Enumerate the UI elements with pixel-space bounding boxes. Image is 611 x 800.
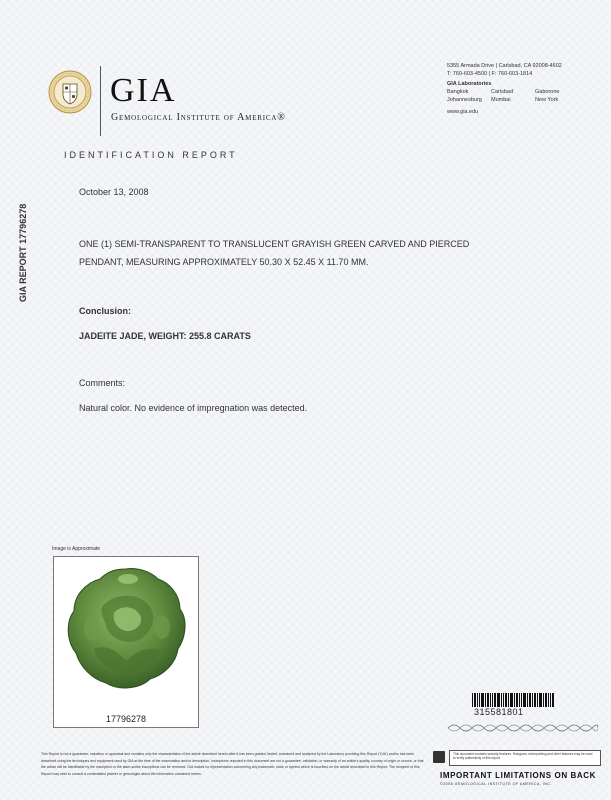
important-limitations: IMPORTANT LIMITATIONS ON BACK [440, 771, 597, 780]
address: 5355 Armada Drive | Carlsbad, CA 92008-4602 [447, 63, 562, 69]
security-features-box [433, 750, 599, 764]
lab-city: Gaborone [535, 89, 560, 95]
lab-city: Johannesburg [447, 97, 482, 103]
description-line-1: ONE (1) SEMI-TRANSPARENT TO TRANSLUCENT GRAYISH GREEN CARVED AND PIERCED [79, 239, 470, 249]
gia-logo-text: GIA [110, 72, 177, 109]
gia-seal-icon [48, 70, 92, 114]
hologram-icon [433, 751, 445, 763]
lab-city: Carlsbad [491, 89, 514, 95]
jade-pendant-image [54, 557, 198, 707]
lab-city: Mumbai [491, 97, 511, 103]
lab-city: New York [535, 97, 559, 103]
comments-value: Natural color. No evidence of impregnation was detected. [79, 403, 308, 413]
labs-heading: GIA Laboratories [447, 81, 492, 87]
gia-logo-subtitle: Gemological Institute of America® [111, 112, 286, 123]
labs-list [447, 88, 597, 104]
guilloche-border-icon [448, 722, 598, 734]
disclaimer-text: This Report is not a guarantee, valuation or appraisal and contains only the characteristics of the article described herein after it has been graded, tested, examined and analyzed by the Laboratory providing this Report ('GIA') and/or has been described using the techniques and equipment used by GIA at the time of the examination and/or description. Inscriptions reported in this document are not a guarantee, validation, or warranty of an article's quality, country of origin or source, or that the article will be identifiable by the inscription or the laser-scribe inscriptions can be removed. GIA makes no representation concerning any trademark, mark or symbol which is inscribed on the article described in this Report. The recipient of this Report may wish to consult a credentialed jeweler or gemologist about the information contained herein. [41, 752, 424, 776]
security-text: This document contains security features. Hologram, microprinting and other features may be used to verify authenticity of this report. [453, 752, 593, 760]
description-line-2: PENDANT, MEASURING APPROXIMATELY 50.30 X 52.45 X 11.70 MM. [79, 257, 369, 267]
barcode-number: 315581801 [474, 707, 524, 717]
comments-label: Comments: [79, 378, 126, 388]
report-number-side-label: GIA REPORT 17796278 [18, 203, 28, 302]
jade-photo-frame [53, 556, 199, 728]
photo-report-number: 17796278 [105, 714, 147, 724]
copyright: ©2008 GEMOLOGICAL INSTITUTE OF AMERICA, INC. [440, 782, 552, 786]
security-text-box [449, 750, 601, 766]
report-date: October 13, 2008 [79, 187, 149, 197]
conclusion-label: Conclusion: [79, 306, 131, 316]
phone: T: 760-603-4500 | F: 760-603-1814 [447, 71, 533, 77]
barcode-icon [472, 693, 554, 707]
report-title: IDENTIFICATION REPORT [64, 150, 238, 160]
conclusion-value: JADEITE JADE, WEIGHT: 255.8 CARATS [79, 331, 251, 341]
photo-caption: Image is Approximate [52, 546, 101, 552]
contact-block [447, 62, 597, 116]
lab-city: Bangkok [447, 89, 469, 95]
logo-divider [100, 66, 101, 136]
website-link[interactable]: www.gia.edu [447, 109, 479, 115]
item-description [79, 235, 509, 271]
